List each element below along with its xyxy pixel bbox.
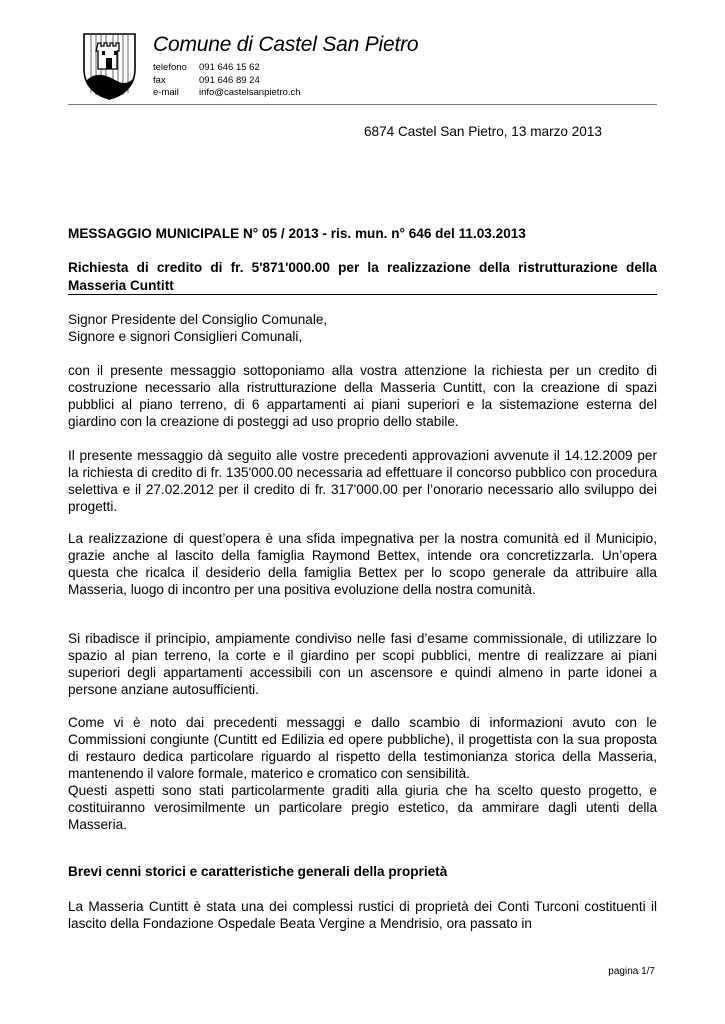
paragraph-text: La Masseria Cuntitt è stata una dei complessi rustici di proprietà dei Conti Turconi costituenti il lascito della Fondazione Ospedale Beata Vergine a Mendrisio, ora passato in bbox=[68, 899, 657, 931]
paragraph-text: La realizzazione di quest’opera è una sfida impegnativa per la nostra comunità ed il Municipio, grazie anche al lascito della famiglia Raymond Bettex, intende ora concretizzarla. Un’opera questa che ricalca il desiderio della famiglia Bettex per lo scopo generale da attribuire alla Masseria, luogo di incontro per una positiva evoluzione della nostra comunità. bbox=[68, 531, 657, 597]
place-and-date: 6874 Castel San Pietro, 13 marzo 2013 bbox=[363, 124, 602, 139]
message-subject: Richiesta di credito di fr. 5'871'000.00 per la realizzazione della ristrutturazione della Masseria Cuntitt bbox=[68, 260, 657, 293]
paragraph-text: Si ribadisce il principio, ampiamente condiviso nelle fasi d’esame commissionale, di utilizzare lo spazio al pian terreno, la corte e il giardino per scopi pubblici, mentre di realizzare ai piani superiori degli appartamenti accessibili con un ascensore e quindi almeno in parte idonei a persone anziane autosufficienti. bbox=[68, 631, 657, 697]
message-title: MESSAGGIO MUNICIPALE N° 05 / 2013 - ris. mun. n° 646 del 11.03.2013 bbox=[68, 226, 526, 241]
paragraph-text: Il presente messaggio dà seguito alle vostre precedenti approvazioni avvenute il 14.12.2009 per la richiesta di credito di fr. 135'000.00 necessaria ad effettuare il concorso pubblico con procedura selettiva e il 27.02.2012 per il credito di fr. 317'000.00 per l’onorario necessario allo sviluppo dei progetti. bbox=[68, 448, 657, 514]
paragraph bbox=[68, 530, 657, 598]
paragraph-text: con il presente messaggio sottoponiamo alla vostra attenzione la richiesta per un credito di costruzione necessario alla ristrutturazione della Masseria Cuntitt, con la creazione di spazi pubblici al piano terreno, di 6 appartamenti ai piani superiori e la sistemazione esterna del giardino con la creazione di posteggi ad uso proprio dello stabile. bbox=[68, 363, 657, 429]
contact-label: fax bbox=[153, 74, 166, 86]
header-divider bbox=[68, 104, 657, 105]
paragraph-text: Questi aspetti sono stati particolarmente graditi alla giuria che ha scelto questo progetto, e costituiranno verosimilmente un particolare pregio estetico, da ammirare dagli utenti della Masseria. bbox=[68, 783, 657, 832]
contact-value: 091 646 15 62 bbox=[199, 62, 260, 73]
paragraph-text: Come vi è noto dai precedenti messaggi e dallo scambio di informazioni avuto con le Commissioni congiunte (Cuntitt ed Edilizia ed opere pubbliche), il progettista con la sua proposta di restauro dedica particolare riguardo al rispetto della testimonianza storica della Masseria, mantenendo il valore formale, materico e cromatico con sensibilità. bbox=[68, 715, 657, 781]
contact-value: 091 646 89 24 bbox=[199, 74, 260, 86]
coat-of-arms-icon bbox=[81, 31, 138, 101]
paragraph bbox=[68, 714, 657, 833]
greeting-line: Signore e signori Consiglieri Comunali, bbox=[68, 329, 303, 344]
contact-label: e-mail bbox=[153, 87, 179, 98]
contact-email bbox=[153, 87, 301, 100]
page-number: pagina 1/7 bbox=[608, 966, 655, 977]
municipality-name: Comune di Castel San Pietro bbox=[153, 33, 419, 56]
paragraph bbox=[68, 447, 657, 515]
section-heading: Brevi cenni storici e caratteristiche generali della proprietà bbox=[68, 864, 448, 879]
greeting bbox=[68, 311, 657, 345]
paragraph bbox=[68, 898, 657, 932]
contact-fax bbox=[153, 75, 301, 88]
contact-value: info@castelsanpietro.ch bbox=[199, 87, 301, 98]
subject-divider bbox=[68, 294, 657, 295]
contact-info bbox=[153, 62, 301, 100]
paragraph bbox=[68, 362, 657, 430]
greeting-line: Signor Presidente del Consiglio Comunale, bbox=[68, 312, 328, 327]
contact-phone bbox=[153, 62, 301, 75]
paragraph bbox=[68, 630, 657, 698]
contact-label: telefono bbox=[153, 62, 187, 73]
